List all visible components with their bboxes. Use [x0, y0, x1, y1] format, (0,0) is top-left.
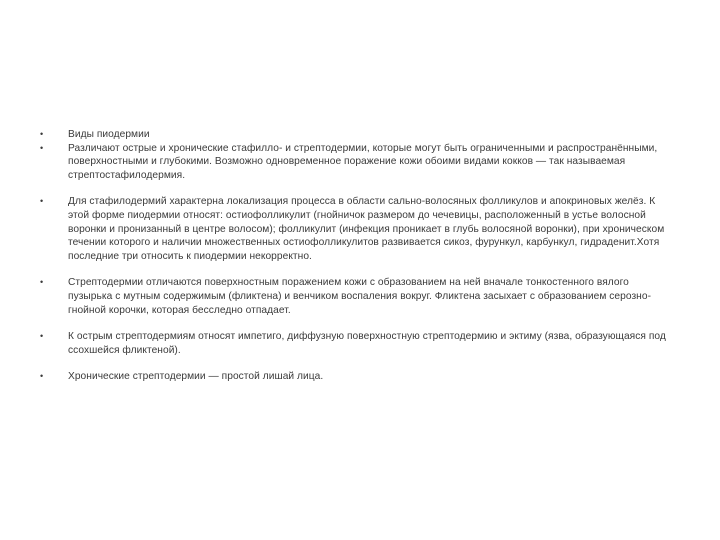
bullet-icon: • — [40, 331, 44, 342]
item-text: Различают острые и хронические стафилло- и стрептодермии, которые могут быть ограниченными и распространёнными, поверхностными и глубокими. Возможно одновременное поражение кожи обоими видами кокков — так называемая стрептостафилодермия. — [68, 142, 658, 181]
list-item — [28, 128, 668, 142]
list-item — [28, 195, 668, 263]
item-text: К острым стрептодермиям относят импетиго, диффузную поверхностную стрептодермию и эктиму (язва, образующаяся под ссохшейся фликтеной). — [68, 331, 666, 356]
bullet-icon: • — [40, 196, 44, 207]
bullet-list — [28, 128, 668, 384]
item-text: Для стафилодермий характерна локализация процесса в области сально-волосяных фолликулов и апокриновых желёз. К этой форме пиодермии относят: остиофолликулит (гнойничок размером до чечевицы, расположенный в устье волосной воронки и пронизанный в центре волосом); фолликулит (инфекция проникает в глубь волосяной воронки), при хроническом течении которого и наличии множественных остиофолликулитов развивается сикоз, фурункул, карбункул, гидраденит.Хотя последние три относить к пиодермии некорректно. — [68, 196, 665, 262]
bullet-icon: • — [40, 277, 44, 288]
bullet-icon: • — [40, 371, 44, 382]
item-text: Хронические стрептодермии — простой лишай лица. — [68, 371, 324, 383]
list-item — [28, 142, 668, 183]
bullet-icon: • — [40, 129, 44, 139]
item-text: Стрептодермии отличаются поверхностным поражением кожи с образованием на ней вначале тонкостенного вялого пузырька с мутным содержимым (фликтена) и венчиком воспаления вокруг. Фликтена засыхает с образованием серозно-гнойной корочки, которая бесследно отпадает. — [68, 277, 652, 316]
list-item — [28, 370, 668, 384]
list-item — [28, 330, 668, 357]
bullet-icon: • — [40, 142, 44, 153]
list-item — [28, 276, 668, 317]
item-text: Виды пиодермии — [68, 129, 150, 140]
